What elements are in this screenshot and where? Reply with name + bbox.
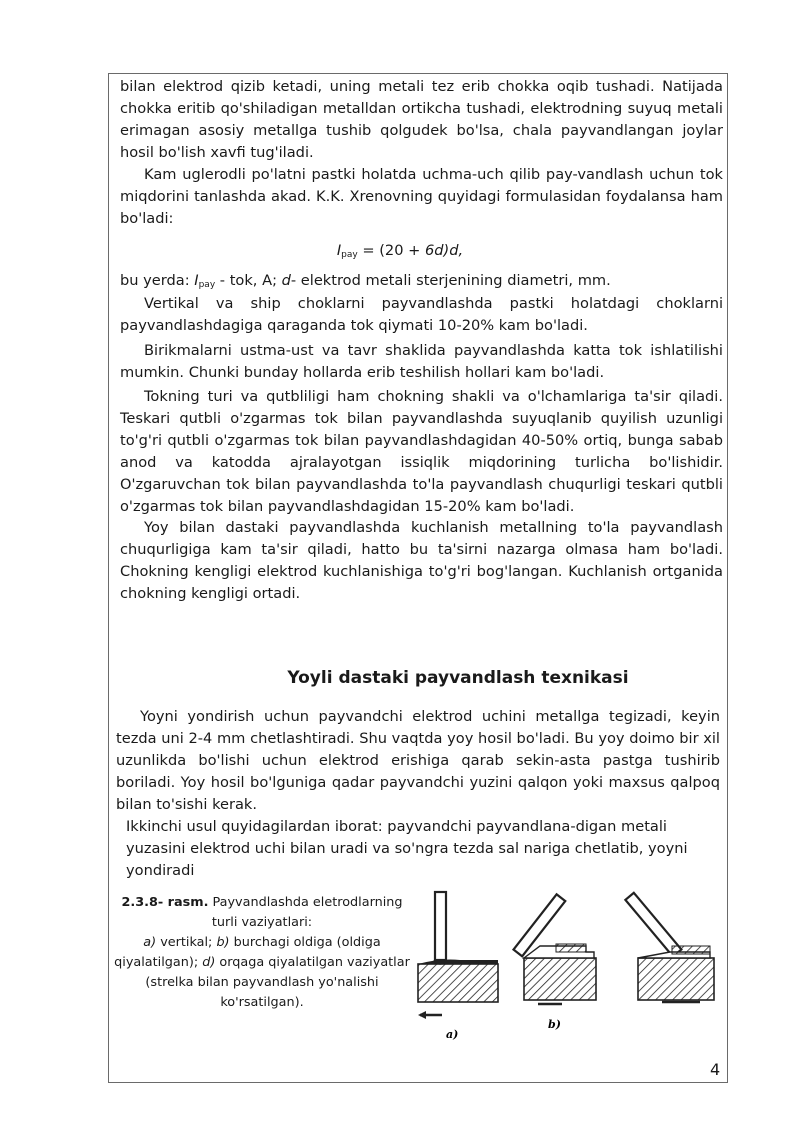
explain-suffix: - elektrod metali sterjenining diametri, mm. — [290, 272, 611, 289]
formula-subscript: pay — [341, 250, 358, 260]
paragraph-6: Tokning turi va qutbliligi ham chokning shakli va o'lchamlariga ta'sir qiladi. Teskari qutbli o'zgarmas tok bilan payvandlashda suyuqlanib quyilish uzunligi to'g'ri qutbli o'zgarmas tok bilan payvandlashdagidan 40-50% ortiq, bunga sabab anod va katodda ajralayotgan issiqlik miqdorining turlicha bo'lishidir. O'zgaruvchan tok bilan payvandlashda to'la payvandlash chuqurligi teskari qutbli o'zgarmas tok bilan payvandlashdagidan 15-20% kam bo'ladi. — [120, 388, 723, 515]
explain-subscript: pay — [198, 280, 216, 290]
explain-d-symbol: d — [281, 272, 291, 289]
panel-a-drawing — [418, 892, 498, 1019]
section-heading: Yoyli dastaki payvandlash texnikasi — [287, 668, 629, 688]
figure-caption — [112, 893, 412, 1013]
panel-d-drawing — [625, 893, 714, 1002]
paragraph-4: Vertikal va ship choklarni payvandlashda pastki holatdagi choklarni payvandlashdagiga qaraganda tok qiymati 10-20% kam bo'ladi. — [120, 295, 723, 334]
figure-label: 2.3.8- rasm. — [121, 895, 209, 910]
formula-expression: 6d)d, — [425, 242, 464, 259]
electrode-vertical — [435, 892, 446, 960]
base-metal-b — [524, 958, 596, 1000]
paragraph-2: Kam uglerodli po'latni pastki holatda uchma-uch qilib pay-vandlash uchun tok miqdorini tanlashda akad. K.K. Xrenovning quyidagi formulasidan foydalansa ham bo'ladi: — [120, 166, 723, 227]
explain-mid: - tok, A; — [215, 272, 282, 289]
caption-a-label: a) — [143, 935, 157, 950]
caption-b-label: b) — [216, 935, 230, 950]
caption-d-text: orqaga qiyalatilgan vaziyatlar (strelka bilan payvandlash yo'nalishi ko'rsatilgan). — [145, 955, 410, 1010]
paragraph-7: Yoy bilan dastaki payvandlashda kuchlanish metallning to'la payvandlash chuqurligiga kam ta'sir qiladi, hatto bu ta'sirni nazarga olmasa ham bo'ladi. Chokning kengligi elektrod kuchlanishiga to'g'ri bog'langan. Kuchlanish ortganida chokning kengligi ortadi. — [120, 519, 723, 602]
panel-b-drawing — [514, 894, 596, 1004]
paragraph-1: bilan elektrod qizib ketadi, uning metali tez erib chokka oqib tushadi. Natijada chokka eritib qo'shiladigan metalldan ortikcha tushadi, elektrodning suyuq metali erimagan asosiy metallga tushib qolgudek bo'lsa, chala payvandlangan joylar hosil bo'lish xavfi tug'iladi. — [120, 78, 723, 161]
caption-a-text: vertikal; — [156, 935, 217, 950]
explain-current-symbol: I — [194, 272, 199, 289]
panel-b-label: b) — [548, 1018, 561, 1031]
weld-bead-a — [418, 960, 498, 965]
caption-d-label: d) — [202, 955, 216, 970]
explain-prefix: bu yerda: — [120, 272, 195, 289]
base-metal-d — [638, 958, 714, 1000]
electrode-positions-figure — [410, 880, 720, 1050]
paragraph-5: Birikmalarni ustma-ust va tavr shaklida payvandlashda katta tok ishlatilishi mumkin. Chunki bunday hollarda erib teshilish hollari kam bo'ladi. — [120, 342, 723, 381]
caption-b-text: burchagi oldiga (oldiga qiyalatilgan); — [114, 935, 381, 970]
paragraph-9: Ikkinchi usul quyidagilardan iborat: payvandchi payvandlana-digan metali yuzasini elektrod uchi bilan uradi va so'ngra tezda sal nariga chetlatib, yoyni yondiradi — [126, 818, 688, 879]
formula-current-symbol: I — [336, 242, 342, 259]
page-number: 4 — [710, 1060, 721, 1079]
base-metal-a — [418, 964, 498, 1002]
formula-rest: = (20 + — [357, 242, 425, 259]
paragraph-8: Yoyni yondirish uchun payvandchi elektrod uchini metallga tegizadi, keyin tezda uni 2-4 mm chetlashtiradi. Shu vaqtda yoy hosil bo'ladi. Bu yoy doimo bir xil uzunlikda bo'lishi uchun elektrod erishiga qarab sekin-asta pastga tushirib boriladi. Yoy hosil bo'lguniga qadar payvandchi yuzini qalqon yoki maxsus qalpoq bilan to'sishi kerak. — [116, 708, 720, 813]
panel-a-label: a) — [446, 1028, 459, 1041]
formula — [0, 240, 800, 266]
figure-title: Payvandlashda eletrodlarning turli vaziyatlari: — [208, 895, 403, 930]
